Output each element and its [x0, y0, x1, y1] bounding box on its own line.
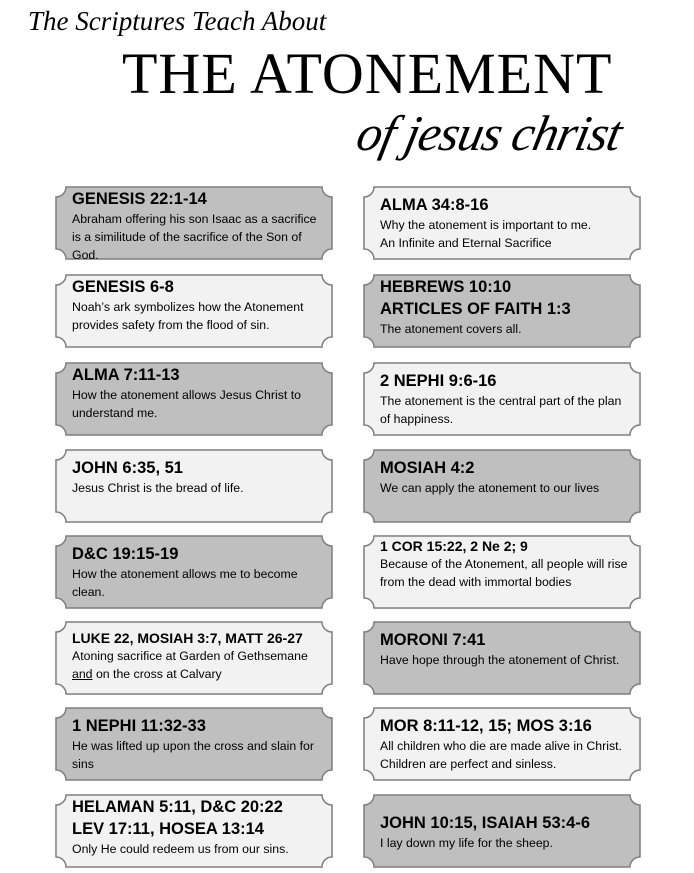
card-text-2: An Infinite and Eternal Sacrifice: [380, 236, 552, 250]
card-heading: D&C 19:15-19: [72, 545, 179, 563]
card-text: [72, 647, 321, 683]
text-underlined: and: [72, 667, 93, 681]
card-heading: 1 NEPHI 11:32-33: [72, 717, 206, 735]
card-heading: MORONI 7:41: [380, 631, 486, 649]
scripture-card: [55, 274, 333, 348]
scripture-card: [363, 794, 641, 868]
card-heading: MOSIAH 4:2: [380, 459, 475, 477]
card-text: Why the atonement is important to me.: [380, 218, 592, 232]
scripture-card: [363, 274, 641, 348]
scripture-card: [55, 794, 333, 868]
card-text: How the atonement allows Jesus Christ to understand me.: [72, 388, 301, 420]
text-part: on the cross at Calvary: [92, 667, 222, 681]
card-text: Only He could redeem us from our sins.: [72, 842, 289, 856]
subtitle: The Scriptures Teach About: [28, 6, 327, 36]
card-heading: JOHN 6:35, 51: [72, 459, 183, 477]
card-heading-2: ARTICLES OF FAITH 1:3: [380, 300, 571, 318]
card-text: Noah’s ark symbolizes how the Atonement provides safety from the flood of sin.: [72, 300, 304, 332]
scripture-card: [55, 362, 333, 436]
card-text: I lay down my life for the sheep.: [380, 836, 553, 850]
card-heading: GENESIS 22:1-14: [72, 190, 207, 208]
scripture-card: [55, 449, 333, 523]
card-text: All children who die are made alive in Christ. Children are perfect and sinless.: [380, 739, 622, 771]
card-heading: 1 COR 15:22, 2 Ne 2; 9: [380, 538, 528, 554]
card-heading: ALMA 34:8-16: [380, 196, 489, 214]
card-heading: JOHN 10:15, ISAIAH 53:4-6: [380, 814, 590, 832]
scripture-card: [55, 707, 333, 781]
card-text: Have hope through the atonement of Christ.: [380, 653, 620, 667]
card-text: We can apply the atonement to our lives: [380, 481, 600, 495]
card-heading: ALMA 7:11-13: [72, 366, 180, 384]
card-text: The atonement is the central part of the plan of happiness.: [380, 394, 622, 426]
card-text: Jesus Christ is the bread of life.: [72, 481, 244, 495]
scripture-card: [363, 449, 641, 523]
page-title: THE ATONEMENT: [122, 41, 613, 106]
card-heading: LUKE 22, MOSIAH 3:7, MATT 26-27: [72, 630, 303, 646]
card-text: How the atonement allows me to become clean.: [72, 567, 298, 599]
card-heading: HELAMAN 5:11, D&C 20:22: [72, 798, 283, 816]
card-heading-2: LEV 17:11, HOSEA 13:14: [72, 820, 264, 838]
scripture-card: [55, 621, 333, 695]
script-subtitle: of jesus christ: [352, 105, 627, 161]
scripture-card: [363, 186, 641, 260]
scripture-card: [363, 535, 641, 609]
card-heading: MOR 8:11-12, 15; MOS 3:16: [380, 717, 592, 735]
card-text: Because of the Atonement, all people will rise from the dead with immortal bodies: [380, 557, 628, 589]
scripture-card: [363, 707, 641, 781]
scripture-card: [363, 362, 641, 436]
card-text: The atonement covers all.: [380, 322, 522, 336]
card-heading: GENESIS 6-8: [72, 278, 174, 296]
scripture-card: [55, 535, 333, 609]
scripture-card: [55, 186, 333, 260]
text-part: Atoning sacrifice at Garden of Gethsemane: [72, 649, 308, 663]
card-heading: HEBREWS 10:10: [380, 278, 512, 296]
card-text: Abraham offering his son Isaac as a sacrifice is a similitude of the sacrifice of the Son of God.: [72, 212, 317, 262]
scripture-card: [363, 621, 641, 695]
card-heading: 2 NEPHI 9:6-16: [380, 372, 497, 390]
card-text: He was lifted up upon the cross and slain for sins: [72, 739, 314, 771]
